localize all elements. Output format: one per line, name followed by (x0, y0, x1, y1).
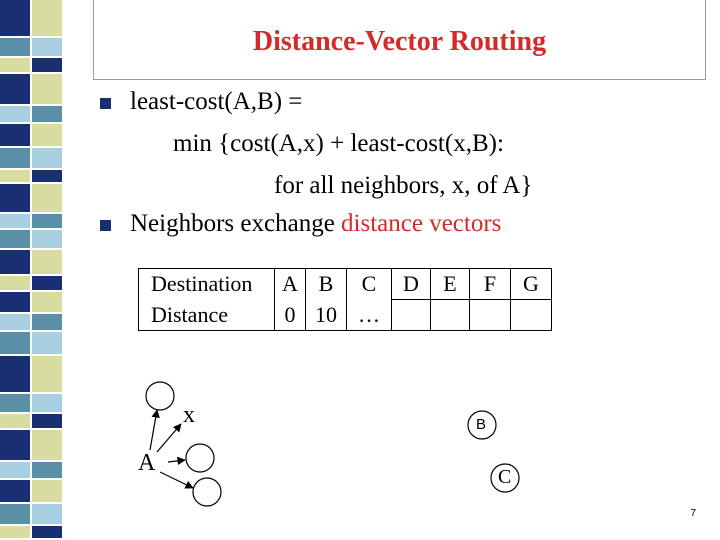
bullet-2-highlight: distance vectors (341, 210, 502, 237)
table-column-header: E (431, 269, 470, 300)
node-label-x: x (183, 402, 195, 428)
table-column-header: A (275, 269, 306, 300)
bullet-1-line-1: least-cost(A,B) = (130, 88, 303, 115)
bullet-2-text: Neighbors exchange (130, 210, 342, 237)
slide-title: Distance-Vector Routing (252, 26, 547, 57)
table-column-header: G (511, 269, 552, 300)
node-neighbor (193, 478, 221, 506)
table-row-label: Distance (139, 300, 275, 331)
edge-a-to-x (157, 424, 181, 452)
table-column-header: C (347, 269, 392, 300)
table-column-header: D (392, 269, 431, 300)
bullet-1-line-3: for all neighbors, x, of A} (274, 172, 533, 199)
table-column-header: F (470, 269, 511, 300)
edge-a-to-n2 (168, 460, 185, 462)
edge-a-to-n1 (150, 410, 157, 450)
node-label-c: C (498, 466, 512, 488)
node-label-b: B (476, 416, 487, 433)
table-header-label: Destination (139, 269, 275, 300)
table-cell: 0 (275, 300, 306, 331)
table-cell: … (347, 300, 392, 331)
node-label-a: A (138, 450, 156, 476)
page-number: 7 (690, 508, 696, 519)
table-column-header: B (306, 269, 347, 300)
edge-a-to-n3 (160, 472, 193, 488)
bullet-1-line-2: min {cost(A,x) + least-cost(x,B): (173, 130, 504, 157)
table-cell: 10 (306, 300, 347, 331)
node-neighbor (146, 382, 174, 410)
node-neighbor (186, 444, 214, 472)
